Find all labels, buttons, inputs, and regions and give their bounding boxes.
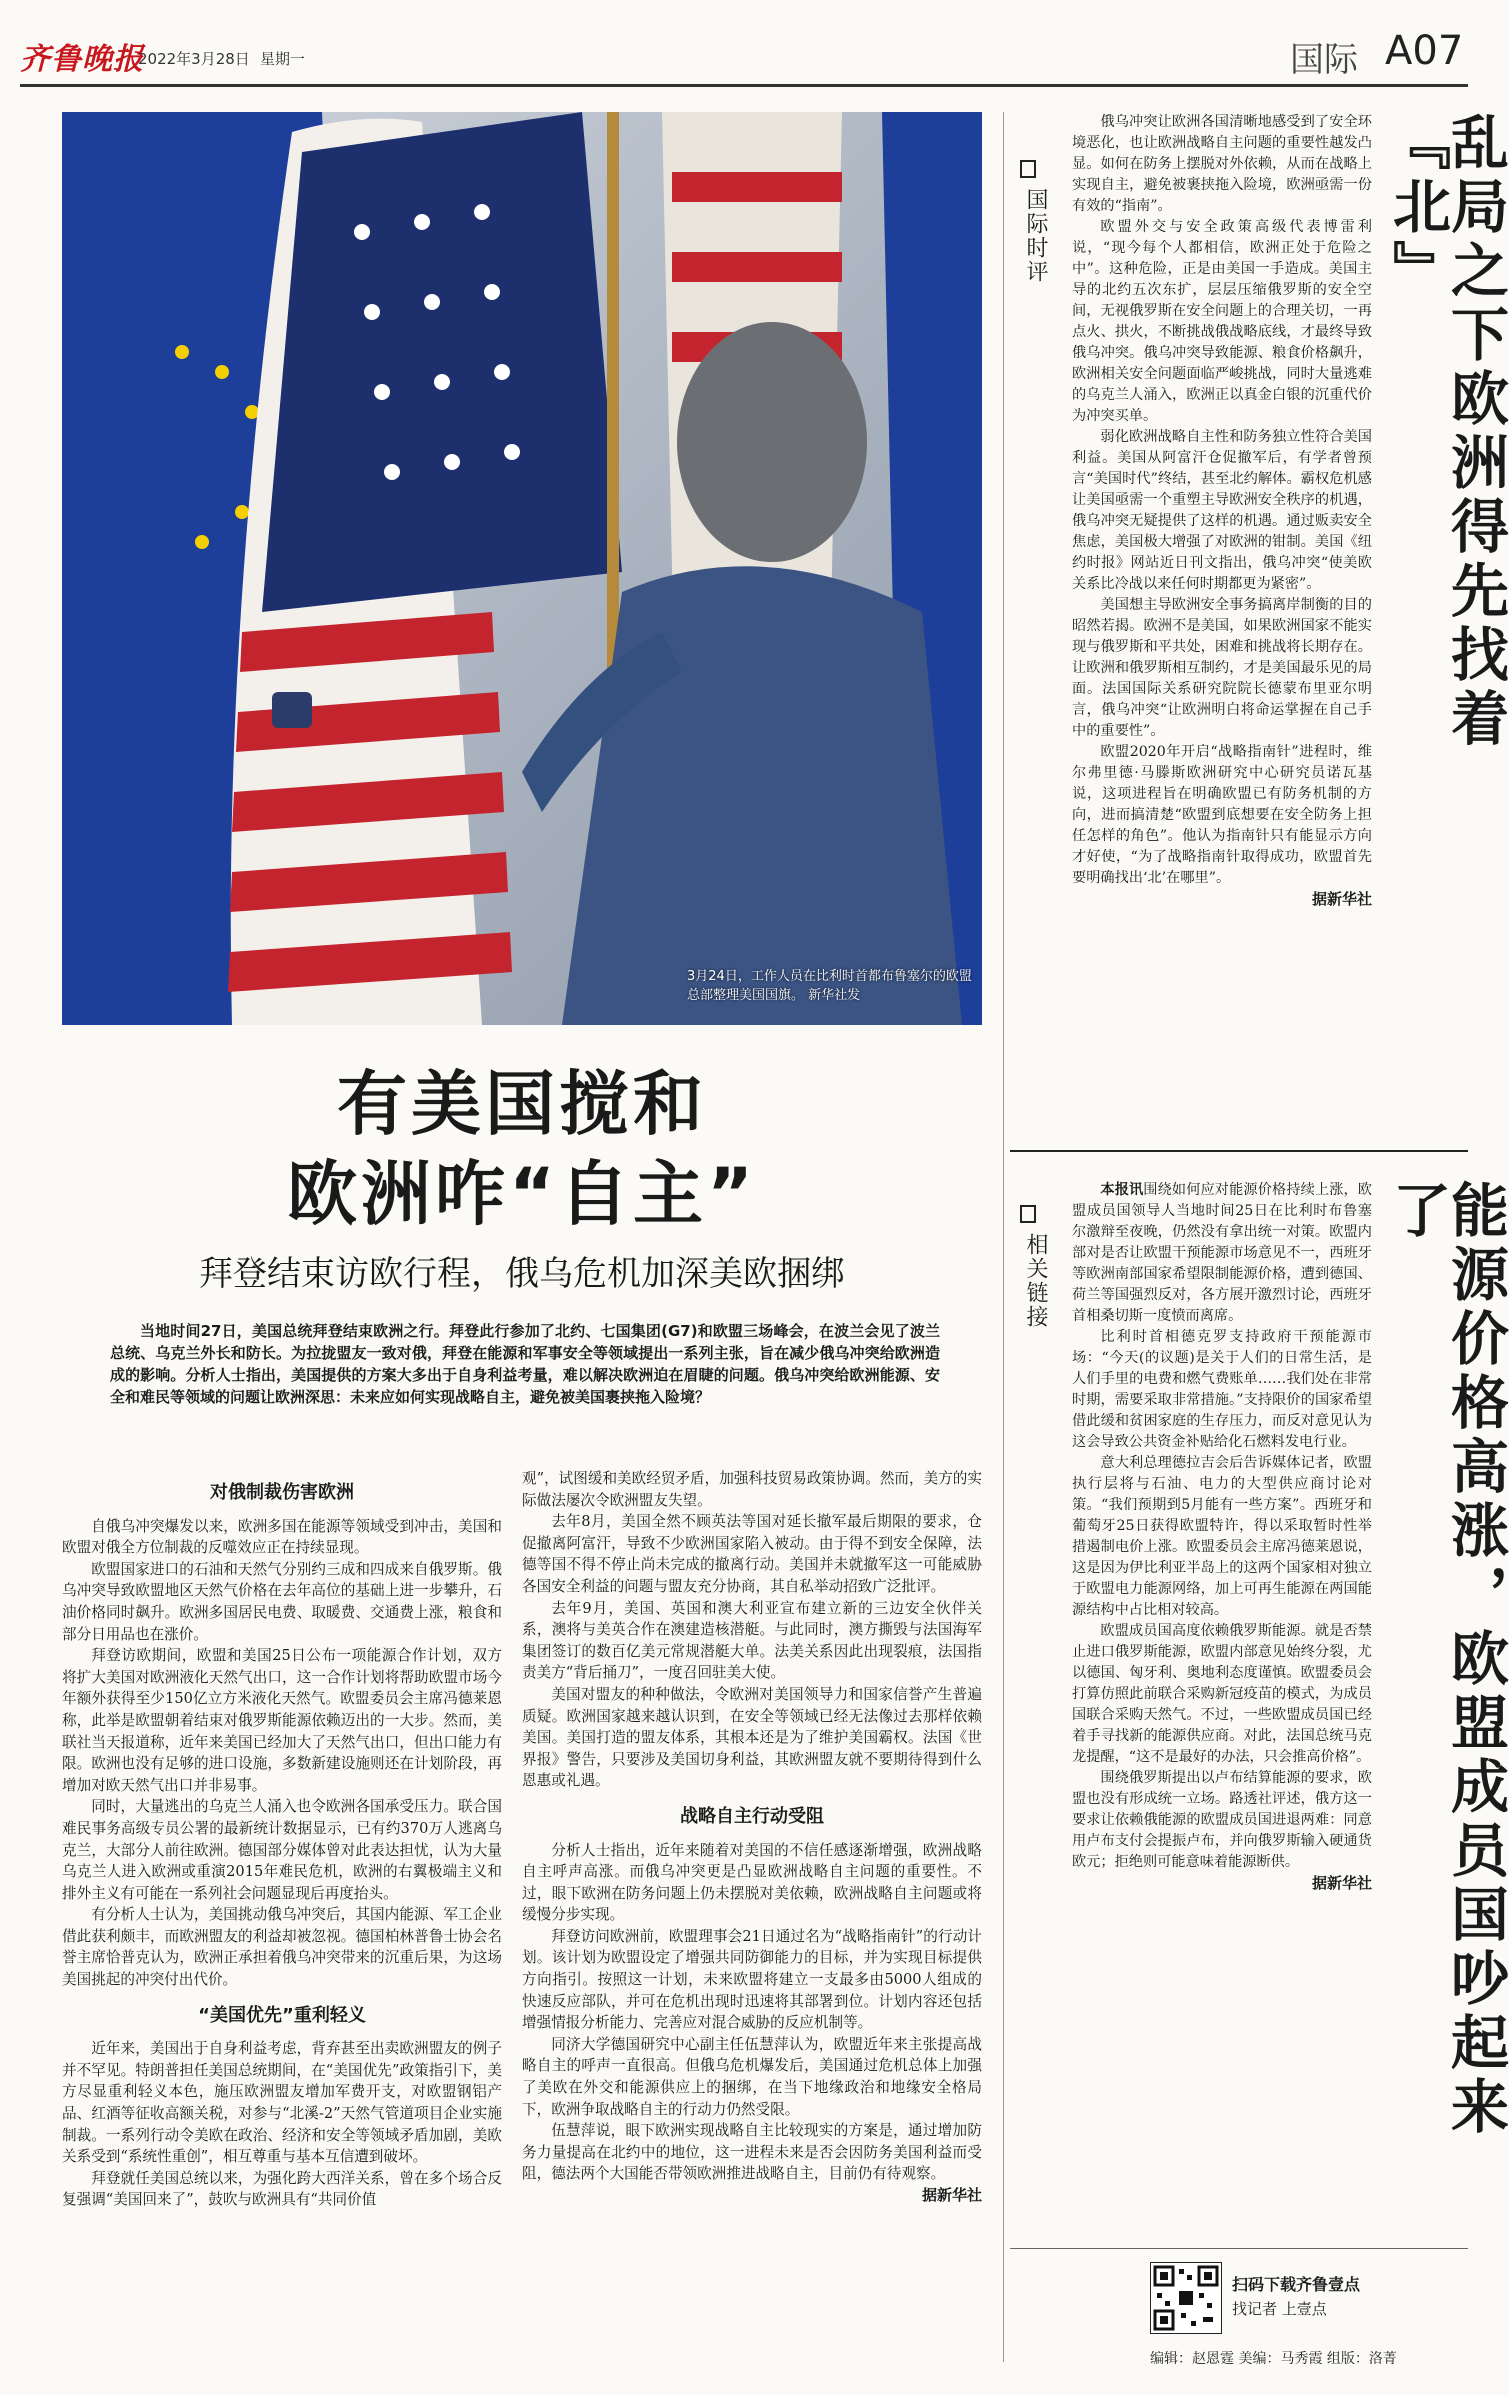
masthead-rule — [20, 84, 1468, 87]
col2-para: 观”，试图缓和美欧经贸矛盾，加强科技贸易政策协调。然而，美方的实际做法屡次令欧洲盟友失望。 — [522, 1470, 982, 1509]
tag-box-icon — [1020, 160, 1036, 178]
related-lead-label: 本报讯 — [1100, 1182, 1144, 1198]
commentary-para: 欧盟2020年开启“战略指南针”进程时，维尔弗里德·马滕斯欧洲研究中心研究员诺瓦基说，这项进程旨在明确欧盟已有防务机制的方向，进而搞清楚“欧盟到底想要在安全防务上担任怎样的角色”。他认为指南针只有能显示方向才好使，“为了战略指南针取得成功，欧盟首先要明确找出‘北’在哪里”。 — [1072, 744, 1372, 886]
commentary-para: 美国想主导欧洲安全事务搞离岸制衡的目的昭然若揭。欧洲不是美国，如果欧洲国家不能实现与俄罗斯和平共处，困难和挑战将长期存在。让欧洲和俄罗斯相互制约，才是美国最乐见的局面。法国国际关系研究院院长德蒙布里亚尔明言，俄乌冲突“让欧洲明白将命运掌握在自己手中的重要性”。 — [1072, 597, 1372, 739]
issue-weekday: 星期一 — [260, 50, 306, 68]
col1-para: 拜登就任美国总统以来，为强化跨大西洋关系，曾在多个场合反复强调“美国回来了”，鼓吹与欧洲具有“共同价值 — [62, 2169, 502, 2209]
main-column-1 — [62, 1468, 502, 2211]
section-name: 国际 — [1290, 40, 1358, 80]
col1-para: 拜登访欧期间，欧盟和美国25日公布一项能源合作计划，双方将扩大美国对欧洲液化天然气出口，这一合作计划将帮助欧盟市场今年额外获得至少150亿立方米液化天然气。欧盟委员会主席冯德莱恩称，此举是欧盟朝着结束对俄罗斯能源依赖迈出的一大步。然而，美联社当天报道称，近年来美国已经加大了天然气出口，但出口能力有限。欧洲也没有足够的进口设施，多数新建设施则还在计划阶段，再增加对欧天然气出口并非易事。 — [62, 1647, 502, 1794]
qr-code[interactable] — [1150, 2262, 1222, 2334]
col2-para: 美国对盟友的种种做法，令欧洲对美国领导力和国家信誉产生普遍质疑。欧洲国家越来越认识到，在安全等领域已经无法像过去那样依赖美国。美国打造的盟友体系，其根本还是为了维护美国霸权。法国《世界报》警告，只要涉及美国切身利益，其欧洲盟友就不要期待得到什么恩惠或礼遇。 — [522, 1685, 982, 1790]
related-title: 能源价格高涨，欧盟成员国吵起来了 — [1383, 1180, 1509, 2140]
related-para-lead — [1072, 1180, 1372, 1327]
related-para: 意大利总理德拉吉会后告诉媒体记者，欧盟执行层将与石油、电力的大型供应商讨论对策。“我们预期到5月能有一些方案”。西班牙和葡萄牙25日获得欧盟特许，得以采取暂时性举措遏制电价上涨。欧盟委员会主席冯德莱恩说，这是因为伊比利亚半岛上的这两个国家相对独立于欧盟电力能源网络，加上可再生能源在两国能源结构中占比相对较高。 — [1072, 1455, 1372, 1618]
related-para: 欧盟成员国高度依赖俄罗斯能源。就是否禁止进口俄罗斯能源，欧盟内部意见始终分裂，尤以德国、匈牙利、奥地利态度谨慎。欧盟委员会打算仿照此前联合采购新冠疫苗的模式，为成员国联合采购天然气。不过，一些欧盟成员国已经着手寻找新的能源供应商。对此，法国总统马克龙提醒，“这不是最好的办法，只会推高价格”。 — [1072, 1623, 1372, 1765]
col1-para: 有分析人士认为，美国挑动俄乌冲突后，其国内能源、军工企业借此获利颇丰，而欧洲盟友的利益却被忽视。德国柏林普鲁士协会名誉主席恰普克认为，欧洲正承担着俄乌冲突带来的沉重后果，为这场美国挑起的冲突付出代价。 — [62, 1906, 502, 1989]
footer-rule — [1010, 2248, 1468, 2249]
col2-para: 拜登访问欧洲前，欧盟理事会21日通过名为“战略指南针”的行动计划。该计划为欧盟设定了增强共同防御能力的目标，并为实现目标提供方向指引。按照这一计划，未来欧盟将建立一支最多由5000人组成的快速反应部队，并可在危机出现时迅速将其部署到位。计划内容还包括增强情报分析能力、完善应对混合威胁的反应机制等。 — [522, 1927, 982, 2032]
related-source: 据新华社 — [1311, 1874, 1372, 1892]
col1-para: 自俄乌冲突爆发以来，欧洲多国在能源等领域受到冲击，美国和欧盟对俄全方位制裁的反噬效应正在持续显现。 — [62, 1517, 502, 1557]
commentary-tag-label: 国际时评 — [1023, 188, 1048, 284]
masthead — [0, 0, 1488, 80]
main-title-line1: 有美国搅和 — [337, 1063, 707, 1145]
col1-para: 同时，大量逃出的乌克兰人涌入也令欧洲各国承受压力。联合国难民事务高级专员公署的最新统计数据显示，已有约370万人逃离乌克兰，大部分人前往欧洲。德国部分媒体曾对此表达担忧，认为大量乌克兰人进入欧洲或重演2015年难民危机，欧洲的右翼极端主义和排外主义有可能在一系列社会问题显现后再度抬头。 — [62, 1798, 502, 1902]
col2-para: 去年8月，美国全然不顾英法等国对延长撤军最后期限的要求，仓促撤离阿富汗，导致不少欧洲国家陷入被动。由于得不到安全保障，法德等国不得不停止尚未完成的撤离行动。美国并未就撤军这一可能威胁各国安全利益的问题与盟友充分协商，其自私举动招致广泛批评。 — [522, 1513, 982, 1595]
photo-caption: 3月24日，工作人员在比利时首都布鲁塞尔的欧盟总部整理美国国旗。 新华社发 — [687, 969, 972, 1003]
col2-para: 同济大学德国研究中心副主任伍慧萍认为，欧盟近年来主张提高战略自主的呼声一直很高。但俄乌危机爆发后，美国通过危机总体上加强了美欧在外交和能源供应上的捆绑，在当下地缘政治和地缘安全格局下，欧洲争取战略自主的行动力仍然受限。 — [522, 2035, 982, 2118]
lead-photo — [62, 112, 982, 1025]
qr-reporter-text: 找记者 上壹点 — [1232, 2300, 1327, 2318]
col2-para: 伍慧萍说，眼下欧洲实现战略自主比较现实的方案是，通过增加防务力量提高在北约中的地位，这一进程未来是否会因防务美国利益而受阻，德法两个大国能否带领欧洲推进战略自主，目前仍有待观察。 — [522, 2122, 982, 2183]
subhead-america-first: “美国优先”重利轻义 — [198, 2004, 366, 2026]
commentary-para: 俄乌冲突让欧洲各国清晰地感受到了安全环境恶化，也让欧洲战略自主问题的重要性越发凸显。如何在防务上摆脱对外依赖，从而在战略上实现自主，避免被裹挟拖入险境，欧洲亟需一份有效的“指南”。 — [1072, 114, 1372, 214]
main-lead — [110, 1320, 940, 1408]
commentary-tag — [1020, 160, 1051, 284]
right-column-divider — [1003, 112, 1004, 2362]
main-source: 据新华社 — [921, 2186, 982, 2204]
related-para: 围绕如何应对能源价格持续上涨，欧盟成员国领导人当地时间25日在比利时布鲁塞尔激辩至夜晚，仍然没有拿出统一对策。欧盟内部对是否让欧盟干预能源市场意见不一，西班牙等欧洲南部国家希望限制能源价格，遭到德国、荷兰等国强烈反对，各方展开激烈讨论，西班牙首相桑切斯一度愤而离席。 — [1072, 1182, 1372, 1324]
col2-para: 去年9月，美国、英国和澳大利亚宣布建立新的三边安全伙伴关系，澳将与美英合作在澳建造核潜艇。与此同时，澳方撕毁与法国海军集团签订的数百亿美元常规潜艇大单。法美关系因此出现裂痕，法国指责美方“背后捅刀”，一度召回驻美大使。 — [522, 1599, 982, 1682]
qr-download-text: 扫码下载齐鲁壹点 — [1232, 2275, 1361, 2294]
col1-para: 欧盟国家进口的石油和天然气分别约三成和四成来自俄罗斯。俄乌冲突导致欧盟地区天然气价格在去年高位的基础上进一步攀升，石油价格同时飙升。欧洲多国居民电费、取暖费、交通费上涨，粮食和部分日用品也在涨价。 — [62, 1560, 502, 1643]
related-body — [1072, 1180, 1372, 1894]
page-number: A07 — [1385, 28, 1464, 74]
commentary-source: 据新华社 — [1311, 890, 1372, 908]
commentary-body — [1072, 112, 1372, 910]
flags-photo-illustration — [62, 112, 982, 1025]
related-para: 比利时首相德克罗支持政府干预能源市场：“今天(的议题)是关于人们的日常生活，是人们手里的电费和燃气费账单……我们处在非常时期，需要采取非常措施。”支持限价的国家希望借此缓和贫困家庭的生存压力，而反对意见认为这会导致公共资金补贴给化石燃料发电行业。 — [1072, 1329, 1372, 1450]
commentary-bottom-rule — [1010, 1150, 1468, 1152]
main-lead-text: 当地时间27日，美国总统拜登结束欧洲之行。拜登此行参加了北约、七国集团(G7)和欧盟三场峰会，在波兰会见了波兰总统、乌克兰外长和防长。为拉拢盟友一致对俄，拜登在能源和军事安全等领域提出一系列主张，旨在减少俄乌冲突给欧洲造成的影响。分析人士指出，美国提供的方案大多出于自身利益考量，难以解决欧洲迫在眉睫的问题。俄乌冲突给欧洲能源、安全和难民等领域的问题让欧洲深思：未来应如何实现战略自主，避免被美国裹挟拖入险境？ — [110, 1322, 940, 1406]
related-tag-label: 相关链接 — [1023, 1233, 1048, 1329]
col2-para: 分析人士指出，近年来随着对美国的不信任感逐渐增强，欧洲战略自主呼声高涨。而俄乌冲突更是凸显欧洲战略自主问题的重要性。不过，眼下欧洲在防务问题上仍未摆脱对美依赖，欧洲战略自主问题或将缓慢分步实现。 — [522, 1841, 982, 1924]
main-column-2 — [522, 1468, 982, 2207]
subhead-strategic-autonomy: 战略自主行动受阻 — [680, 1805, 824, 1827]
subhead-sanctions: 对俄制裁伤害欧洲 — [210, 1482, 354, 1503]
commentary-title: 乱局之下欧洲得先找着『北』 — [1383, 112, 1509, 752]
col1-para: 近年来，美国出于自身利益考虑，背弃甚至出卖欧洲盟友的例子并不罕见。特朗普担任美国总统期间，在“美国优先”政策指引下，美方尽显重利轻义本色，施压欧洲盟友增加军费开支，对欧盟钢铝产品、红酒等征收高额关税，对参与“北溪-2”天然气管道项目企业实施制裁。一系列行动令美欧在政治、经济和安全等领域矛盾加剧，美欧关系受到“系统性重创”，相互尊重与基本互信遭到破坏。 — [62, 2040, 502, 2166]
qr-code-icon — [1151, 2263, 1221, 2333]
commentary-para: 欧盟外交与安全政策高级代表博雷利说，“现今每个人都相信，欧洲正处于危险之中”。这种危险，正是由美国一手造成。美国主导的北约五次东扩，层层压缩俄罗斯的安全空间，无视俄罗斯在安全问题上的合理关切，一再点火、拱火，不断挑战俄战略底线，才最终导致俄乌冲突。俄乌冲突导致能源、粮食价格飙升，欧洲相关安全问题面临严峻挑战，同时大量逃难的乌克兰人涌入，欧洲正以真金白银的沉重代价为冲突买单。 — [1072, 219, 1372, 424]
page-credits: 编辑：赵恩霆 美编：马秀霞 组版：洛菁 — [1150, 2351, 1397, 2367]
commentary-para: 弱化欧洲战略自主性和防务独立性符合美国利益。美国从阿富汗仓促撤军后，有学者曾预言“美国时代”终结，甚至北约解体。霸权危机感让美国亟需一个重塑主导欧洲安全秩序的机遇，俄乌冲突无疑提供了这样的机遇。通过贩卖安全焦虑，美国极大增强了对欧洲的钳制。美国《纽约时报》网站近日刊文指出，俄乌冲突“使美欧关系比冷战以来任何时期都更为紧密”。 — [1072, 429, 1372, 592]
tag-box-icon — [1020, 1205, 1036, 1223]
main-title-line2: 欧洲咋“自主” — [286, 1153, 757, 1235]
related-tag — [1020, 1205, 1051, 1329]
issue-date: 2022年3月28日 — [138, 50, 250, 68]
related-para: 围绕俄罗斯提出以卢布结算能源的要求，欧盟也没有形成统一立场。路透社评述，俄方这一要求让依赖俄能源的欧盟成员国进退两难：同意用卢布支付会提振卢布，并向俄罗斯输入硬通货欧元；拒绝则可能意味着能源断供。 — [1072, 1770, 1372, 1870]
newspaper-logo: 齐鲁晚报 — [20, 42, 144, 77]
main-subtitle: 拜登结束访欧行程，俄乌危机加深美欧捆绑 — [199, 1254, 845, 1294]
